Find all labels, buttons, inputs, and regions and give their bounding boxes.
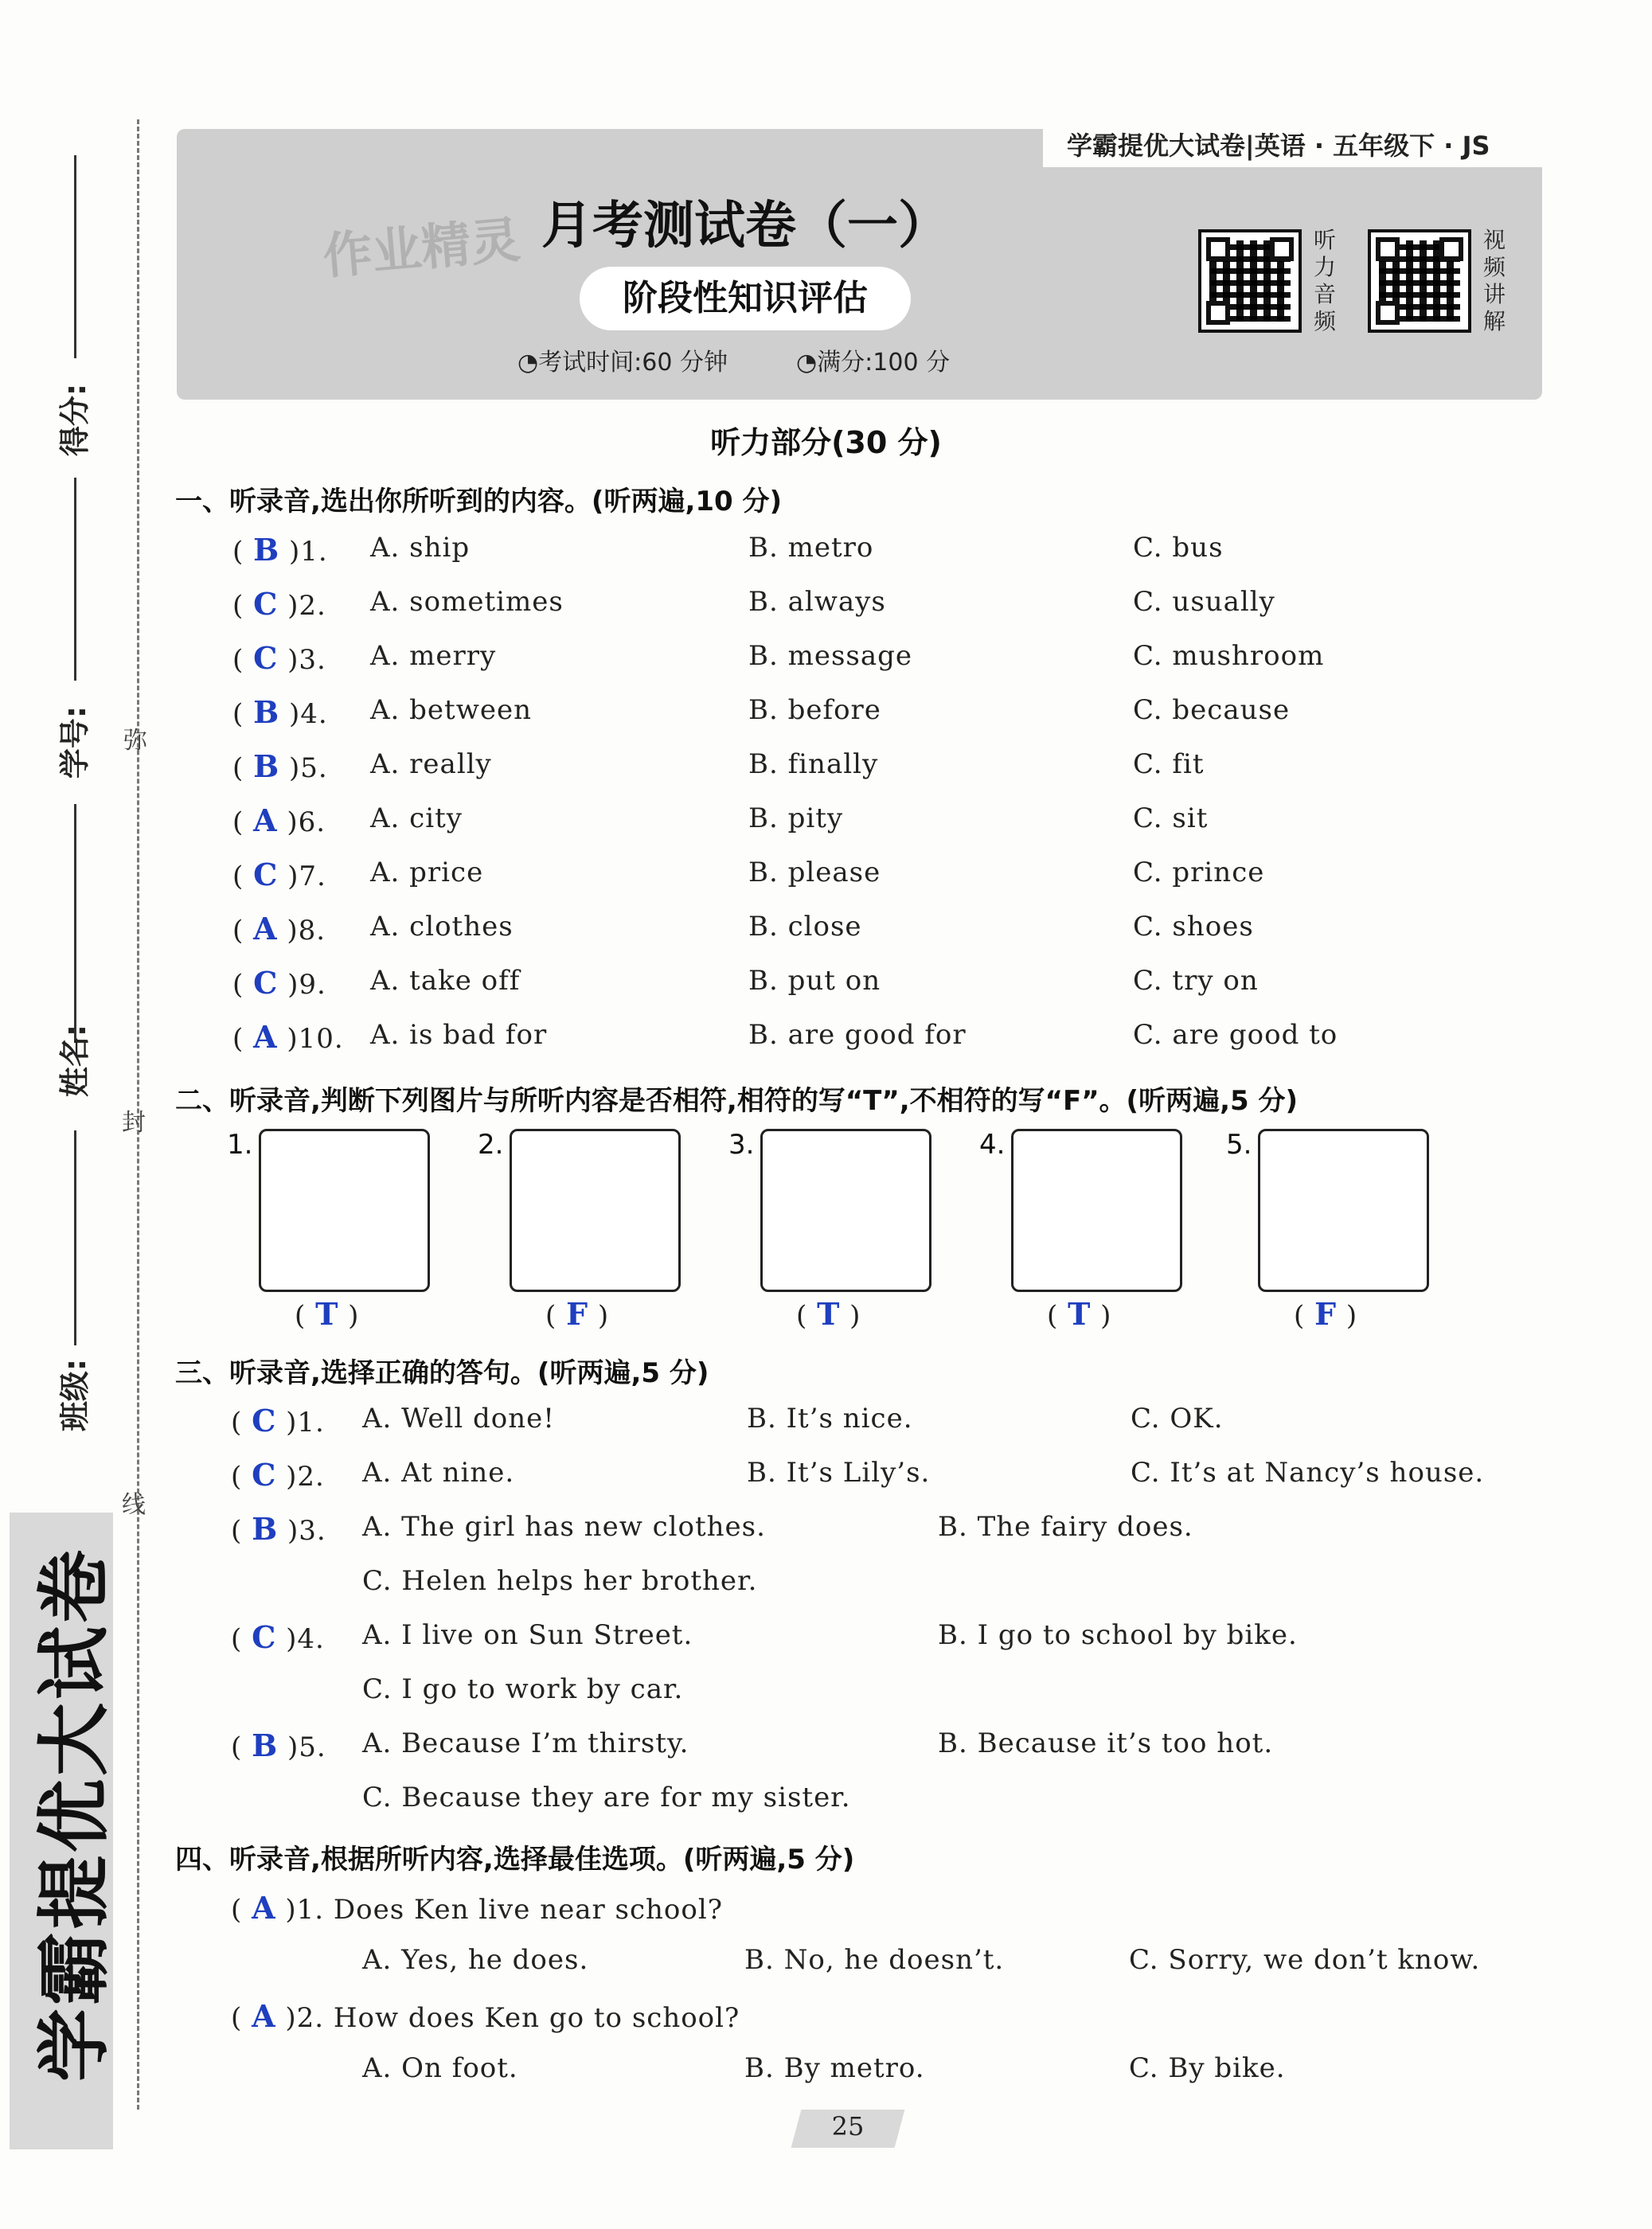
s1-q2-c: C. usually xyxy=(1133,586,1275,618)
answer: F xyxy=(566,1296,589,1332)
s1-q10: ( A )10. xyxy=(232,1019,344,1055)
page-title: 月考测试卷（一） xyxy=(541,196,949,256)
s1-q6-b: B. pity xyxy=(748,802,844,834)
s1-q3: ( C )3. xyxy=(232,640,326,676)
s1-q3-c: C. mushroom xyxy=(1133,640,1325,672)
answer: C xyxy=(253,965,279,1001)
s3-q2-c: C. It’s at Nancy’s house. xyxy=(1131,1457,1485,1489)
s2-answer-3: ( T ) xyxy=(796,1296,861,1332)
s2-picture-1 xyxy=(259,1129,430,1292)
brand-vertical-text: 学霸提优大试卷 xyxy=(31,1546,117,2082)
s1-q1-a: A. ship xyxy=(370,532,471,564)
s1-q2-a: A. sometimes xyxy=(370,586,564,618)
s1-q3-a: A. merry xyxy=(370,640,497,672)
s3-q5-a: A. Because I’m thirsty. xyxy=(362,1727,689,1759)
answer: C xyxy=(252,1457,277,1493)
s3-q1-b: B. It’s nice. xyxy=(747,1403,913,1435)
s1-q5: ( B )5. xyxy=(232,748,328,784)
s3-q3-c: C. Helen helps her brother. xyxy=(362,1565,758,1597)
s3-q2-b: B. It’s Lily’s. xyxy=(747,1457,931,1489)
s1-q8: ( A )8. xyxy=(232,911,326,947)
s3-q5: ( B )5. xyxy=(231,1727,326,1763)
s2-pic-number: 5. xyxy=(1226,1129,1252,1161)
s4-q1-a: A. Yes, he does. xyxy=(362,1944,589,1976)
s3-q3-a: A. The girl has new clothes. xyxy=(362,1511,766,1543)
s1-q4: ( B )4. xyxy=(232,694,328,730)
name-label: 姓名: xyxy=(57,1024,93,1098)
s1-q9: ( C )9. xyxy=(232,965,326,1001)
s4-q2-c: C. By bike. xyxy=(1129,2052,1286,2084)
s4-q2-b: B. By metro. xyxy=(744,2052,925,2084)
s1-q2: ( C )2. xyxy=(232,586,326,622)
cut-mark-3: 线 xyxy=(122,1491,146,1519)
student-id-line xyxy=(74,804,76,1043)
answer: A xyxy=(252,1890,276,1926)
student-id-label: 学号: xyxy=(57,705,93,779)
answer: T xyxy=(1068,1296,1092,1332)
s1-q4-a: A. between xyxy=(370,694,532,726)
s2-pic-number: 2. xyxy=(478,1129,504,1161)
s1-q1-b: B. metro xyxy=(748,532,874,564)
s1-q5-a: A. really xyxy=(370,748,492,780)
s2-answer-5: ( F ) xyxy=(1294,1296,1358,1332)
cut-mark-1: 弥 xyxy=(123,727,147,755)
qr-video-label: 视频讲解 xyxy=(1482,227,1506,334)
answer: B xyxy=(252,1727,279,1763)
s1-q6: ( A )6. xyxy=(232,802,326,838)
answer: B xyxy=(253,748,280,784)
score-label: 得分: xyxy=(57,383,93,457)
s2-answer-2: ( F ) xyxy=(545,1296,610,1332)
series-title: 学霸提优大试卷|英语 · 五年级下 · JS xyxy=(1067,131,1490,161)
answer: A xyxy=(252,1998,276,2034)
s3-q4-a: A. I live on Sun Street. xyxy=(362,1619,693,1651)
answer: C xyxy=(253,857,279,892)
s1-q7-b: B. please xyxy=(748,857,881,888)
s1-q8-c: C. shoes xyxy=(1133,911,1254,943)
s3-q4-c: C. I go to work by car. xyxy=(362,1673,684,1705)
s1-q8-b: B. close xyxy=(748,911,862,943)
answer: C xyxy=(252,1619,277,1655)
s2-picture-5 xyxy=(1258,1129,1429,1292)
s3-q5-c: C. Because they are for my sister. xyxy=(362,1782,851,1813)
s2-picture-3 xyxy=(760,1129,931,1292)
answer: T xyxy=(817,1296,841,1332)
answer: T xyxy=(315,1296,339,1332)
answer: C xyxy=(253,640,279,676)
s1-q6-c: C. sit xyxy=(1133,802,1209,834)
s3-q1-c: C. OK. xyxy=(1131,1403,1224,1435)
subtitle-badge: 阶段性知识评估 xyxy=(580,267,911,330)
s1-q8-a: A. clothes xyxy=(370,911,514,943)
full-score: ◔满分:100 分 xyxy=(796,349,951,377)
s1-q4-c: C. because xyxy=(1133,694,1291,726)
s1-q6-a: A. city xyxy=(370,802,463,834)
s1-q10-b: B. are good for xyxy=(748,1019,967,1051)
exam-time: ◔考试时间:60 分钟 xyxy=(517,349,728,377)
section-4-title: 四、听录音,根据所听内容,选择最佳选项。(听两遍,5 分) xyxy=(175,1844,855,1876)
s1-q4-b: B. before xyxy=(748,694,881,726)
s3-q5-b: B. Because it’s too hot. xyxy=(938,1727,1274,1759)
s3-q1-a: A. Well done! xyxy=(362,1403,555,1435)
s4-q2-a: A. On foot. xyxy=(362,2052,518,2084)
s1-q7: ( C )7. xyxy=(232,857,326,892)
answer: B xyxy=(252,1511,279,1547)
s1-q3-b: B. message xyxy=(748,640,913,672)
s1-q10-c: C. are good to xyxy=(1133,1019,1338,1051)
class-label: 班级: xyxy=(57,1358,93,1432)
s2-picture-4 xyxy=(1011,1129,1182,1292)
qr-code-audio[interactable] xyxy=(1198,229,1302,333)
s1-q7-c: C. prince xyxy=(1133,857,1265,888)
s1-q10-a: A. is bad for xyxy=(370,1019,548,1051)
s1-q2-b: B. always xyxy=(748,586,886,618)
s2-pic-number: 4. xyxy=(979,1129,1006,1161)
s3-q3-b: B. The fairy does. xyxy=(938,1511,1193,1543)
s4-q1-b: B. No, he doesn’t. xyxy=(744,1944,1005,1976)
answer: B xyxy=(253,694,280,730)
s2-picture-2 xyxy=(510,1129,681,1292)
answer: B xyxy=(253,532,280,568)
section-3-title: 三、听录音,选择正确的答句。(听两遍,5 分) xyxy=(175,1357,709,1389)
s1-q9-a: A. take off xyxy=(370,965,521,997)
page-number: 25 xyxy=(831,2111,865,2141)
s1-q9-b: B. put on xyxy=(748,965,881,997)
s1-q7-a: A. price xyxy=(370,857,484,888)
s3-q4: ( C )4. xyxy=(231,1619,325,1655)
s3-q3: ( B )3. xyxy=(231,1511,326,1547)
s1-q9-c: C. try on xyxy=(1133,965,1259,997)
s1-q1: ( B )1. xyxy=(232,532,328,568)
answer: C xyxy=(252,1403,277,1439)
s1-q1-c: C. bus xyxy=(1133,532,1224,564)
part-title: 听力部分(30 分) xyxy=(710,425,942,460)
s1-q5-b: B. finally xyxy=(748,748,879,780)
section-2-title: 二、听录音,判断下列图片与所听内容是否相符,相符的写“T”,不相符的写“F”。(听两遍,5 分) xyxy=(175,1085,1299,1117)
name-line xyxy=(74,1130,76,1345)
watermark: 作业精灵 xyxy=(320,210,523,286)
answer: F xyxy=(1314,1296,1338,1332)
qr-audio-label: 听力音频 xyxy=(1313,227,1336,334)
score-line-2 xyxy=(74,478,76,681)
s1-q5-c: C. fit xyxy=(1133,748,1205,780)
answer: C xyxy=(253,586,279,622)
answer: A xyxy=(253,911,278,947)
s2-pic-number: 3. xyxy=(728,1129,755,1161)
s4-q2: ( A )2. How does Ken go to school? xyxy=(231,1998,740,2034)
cut-mark-2: 封 xyxy=(122,1109,146,1137)
s4-q1-c: C. Sorry, we don’t know. xyxy=(1129,1944,1481,1976)
s3-q2-a: A. At nine. xyxy=(362,1457,515,1489)
score-line xyxy=(74,155,76,358)
s3-q1: ( C )1. xyxy=(231,1403,325,1439)
s3-q4-b: B. I go to school by bike. xyxy=(938,1619,1298,1651)
qr-code-video[interactable] xyxy=(1368,229,1471,333)
answer: A xyxy=(253,1019,278,1055)
s3-q2: ( C )2. xyxy=(231,1457,325,1493)
s2-pic-number: 1. xyxy=(227,1129,253,1161)
answer: A xyxy=(253,802,278,838)
s2-answer-1: ( T ) xyxy=(295,1296,360,1332)
section-1-title: 一、听录音,选出你所听到的内容。(听两遍,10 分) xyxy=(175,486,783,517)
s4-q1: ( A )1. Does Ken live near school? xyxy=(231,1890,723,1926)
s2-answer-4: ( T ) xyxy=(1047,1296,1112,1332)
